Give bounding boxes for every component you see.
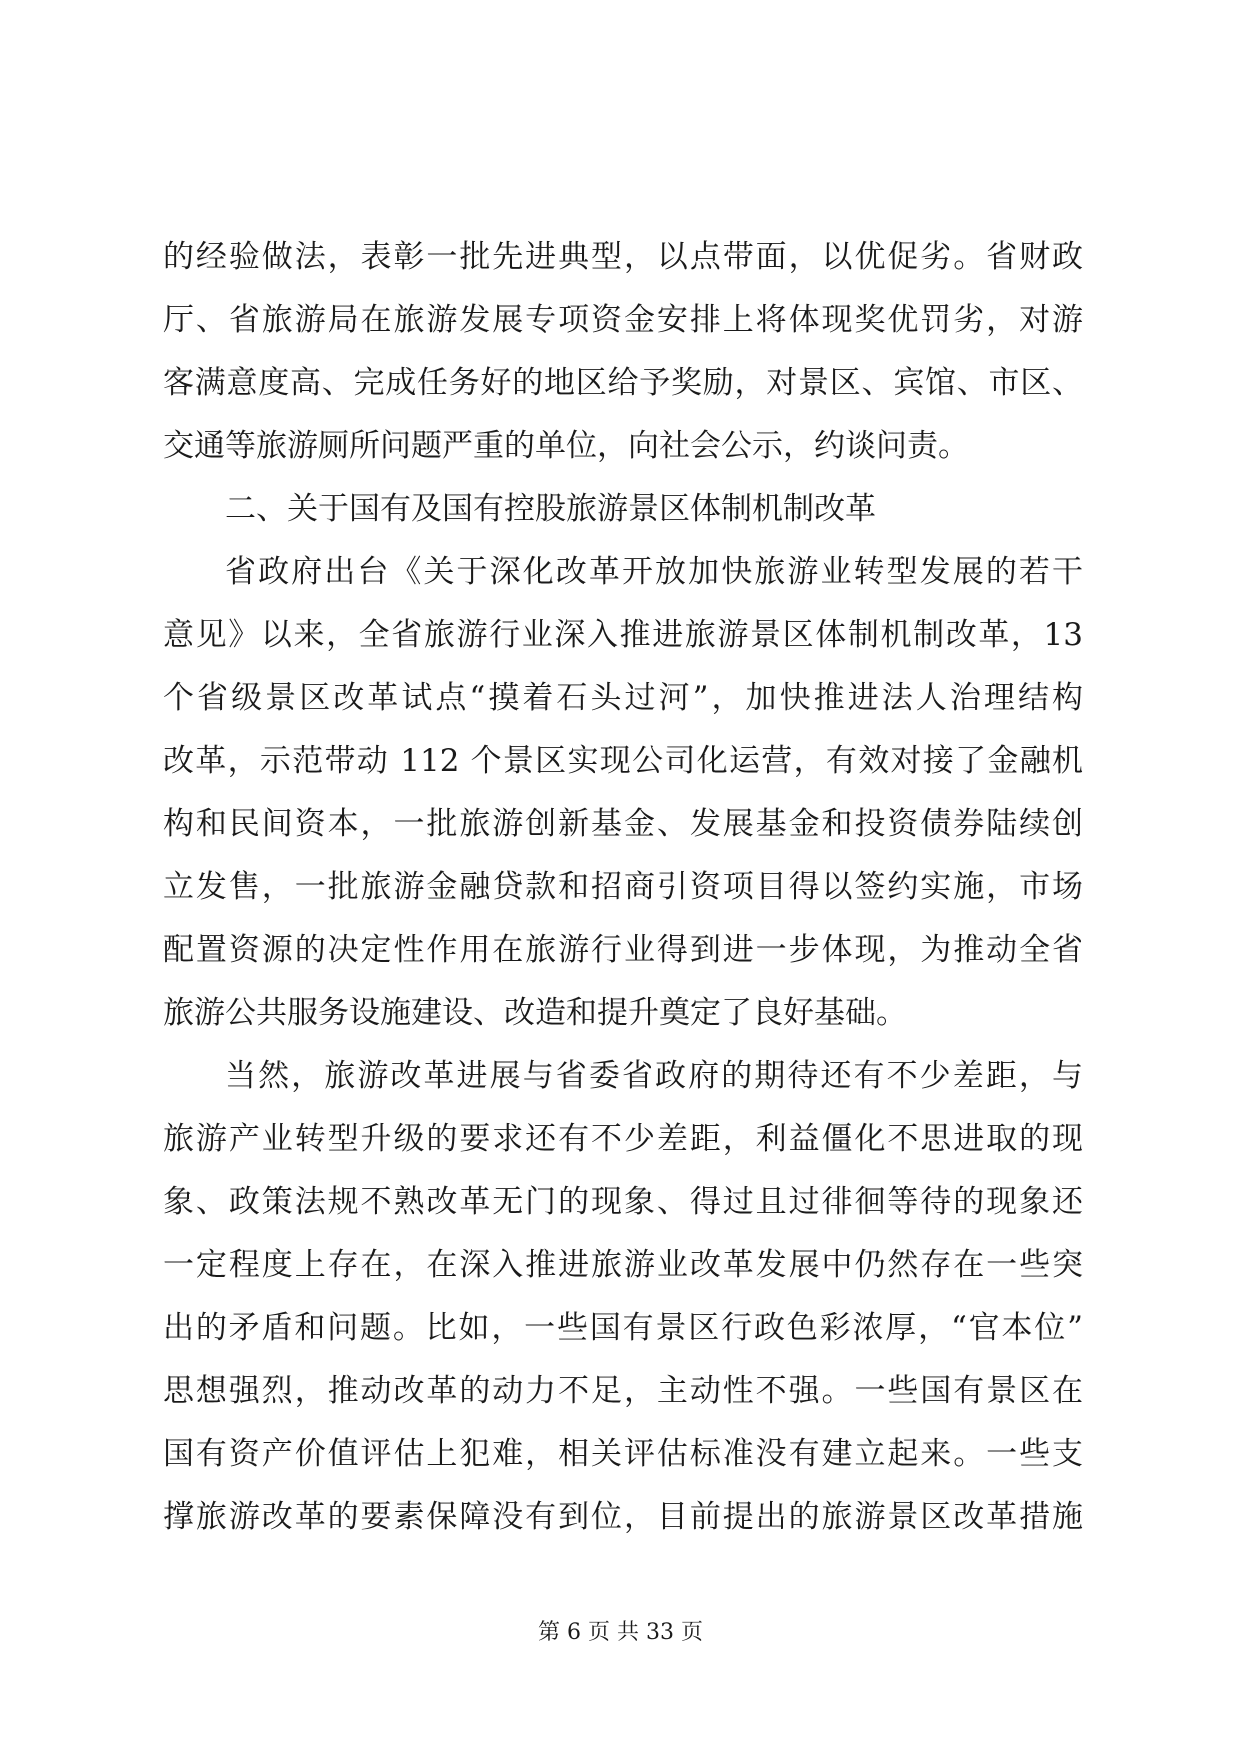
paragraph-line: 二、关于国有及国有控股旅游景区体制机制改革 [225, 491, 876, 527]
paragraph-line: 当然，旅游改革进展与省委省政府的期待还有不少差距，与 [225, 1058, 1083, 1094]
paragraph-line: 个省级景区改革试点“摸着石头过河”，加快推进法人治理结构 [163, 680, 1083, 716]
paragraph-line: 厅、省旅游局在旅游发展专项资金安排上将体现奖优罚劣，对游 [163, 302, 1083, 338]
paragraph-line: 旅游公共服务设施建设、改造和提升奠定了良好基础。 [163, 995, 907, 1031]
paragraph-line: 立发售，一批旅游金融贷款和招商引资项目得以签约实施，市场 [163, 869, 1083, 905]
paragraph-line: 的经验做法，表彰一批先进典型，以点带面，以优促劣。省财政 [163, 239, 1083, 275]
paragraph-line: 撑旅游改革的要素保障没有到位，目前提出的旅游景区改革措施 [163, 1499, 1083, 1535]
paragraph-line: 国有资产价值评估上犯难，相关评估标准没有建立起来。一些支 [163, 1436, 1083, 1472]
paragraph-line: 一定程度上存在，在深入推进旅游业改革发展中仍然存在一些突 [163, 1247, 1083, 1283]
paragraph-line: 出的矛盾和问题。比如，一些国有景区行政色彩浓厚，“官本位” [163, 1310, 1083, 1346]
paragraph-line: 配置资源的决定性作用在旅游行业得到进一步体现，为推动全省 [163, 932, 1083, 968]
paragraph-line: 省政府出台《关于深化改革开放加快旅游业转型发展的若干 [225, 554, 1083, 590]
paragraph-line: 意见》以来，全省旅游行业深入推进旅游景区体制机制改革，13 [163, 617, 1083, 653]
paragraph-line: 思想强烈，推动改革的动力不足，主动性不强。一些国有景区在 [163, 1373, 1083, 1409]
paragraph-line: 旅游产业转型升级的要求还有不少差距，利益僵化不思进取的现 [163, 1121, 1083, 1157]
document-body [163, 226, 1083, 1549]
paragraph-line: 交通等旅游厕所问题严重的单位，向社会公示，约谈问责。 [163, 428, 969, 464]
paragraph-line: 改革，示范带动 112 个景区实现公司化运营，有效对接了金融机 [163, 743, 1083, 779]
paragraph-line: 客满意度高、完成任务好的地区给予奖励，对景区、宾馆、市区、 [163, 365, 1083, 401]
page-footer: 第 6 页 共 33 页 [538, 1620, 703, 1645]
paragraph-line: 象、政策法规不熟改革无门的现象、得过且过徘徊等待的现象还 [163, 1184, 1083, 1220]
paragraph-line: 构和民间资本，一批旅游创新基金、发展基金和投资债券陆续创 [163, 806, 1083, 842]
